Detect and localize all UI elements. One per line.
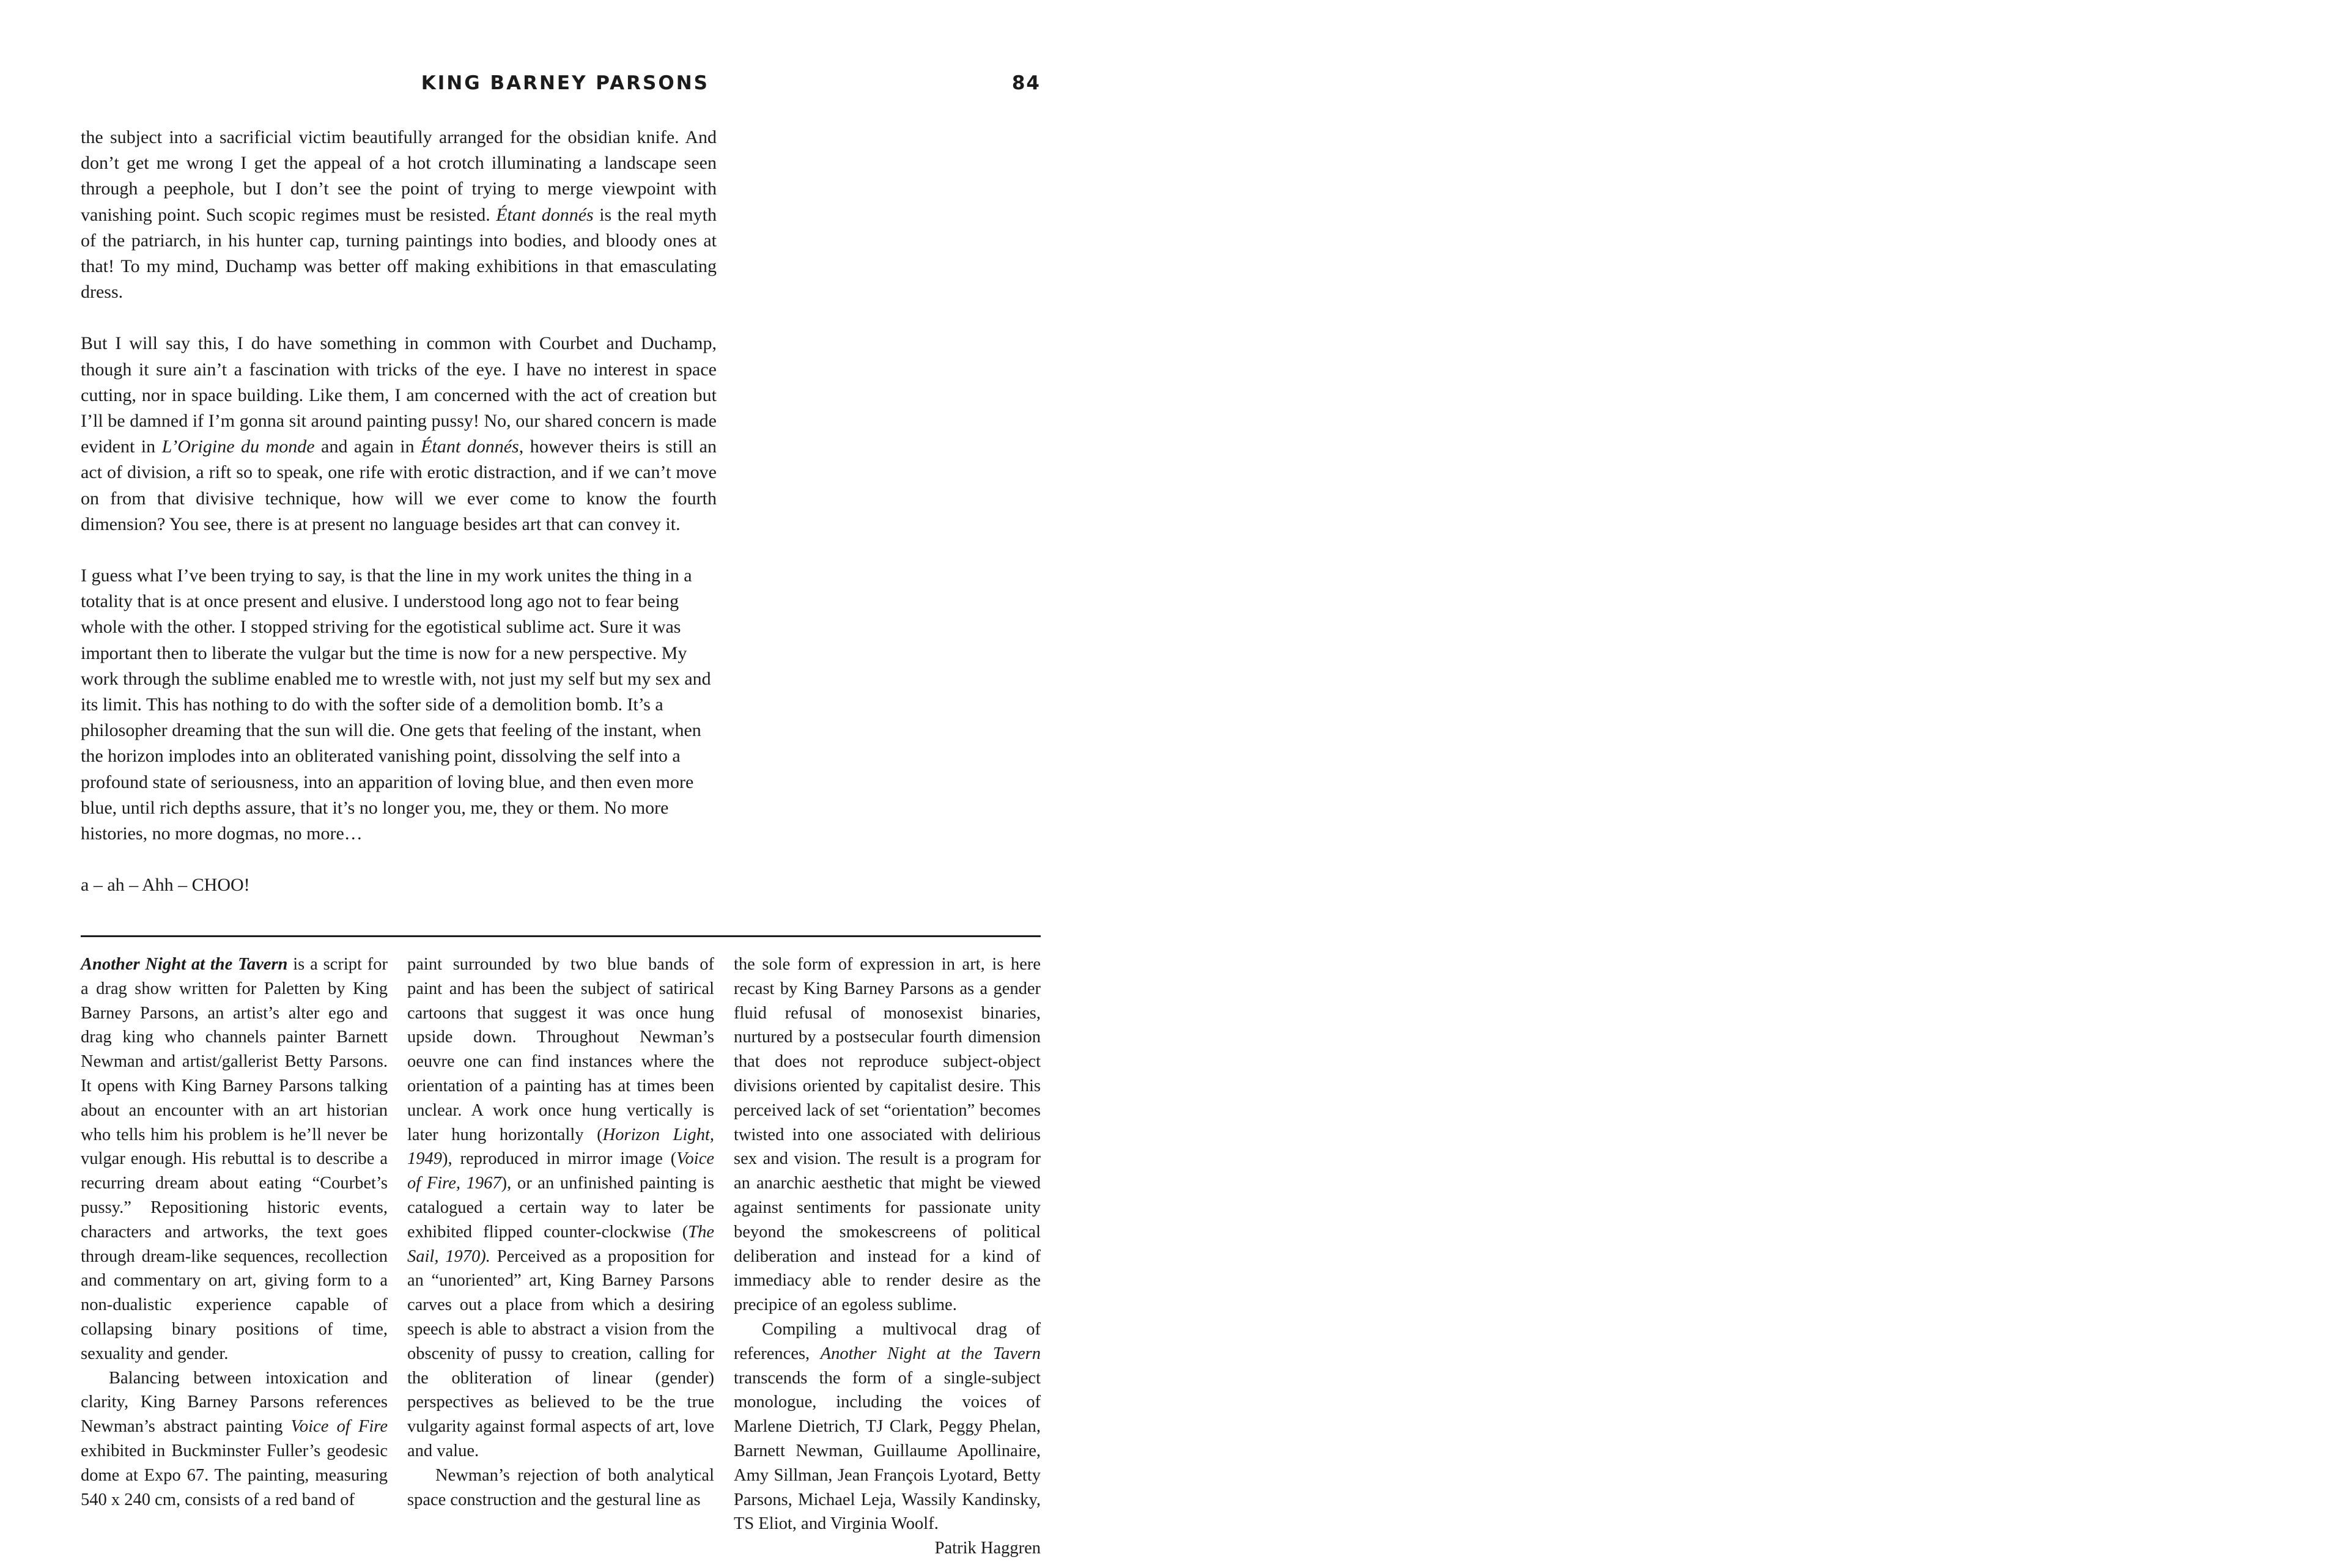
script-paragraph-4: a – ah – Ahh – CHOO! bbox=[81, 875, 250, 896]
essay-paragraph-4 bbox=[734, 1317, 1041, 1536]
artwork-title: Another Night at the Tavern bbox=[820, 1344, 1041, 1363]
text-run: paint surrounded by two blue bands of paint and has been the subject of satirical cartoons that suggest it was once hung upside down. Throughout Newman’s oeuvre one can find instances where the orientation of a painting has at times been unclear. A work once hung vertically is later hung horizontally ( bbox=[407, 955, 714, 1144]
essay-paragraph-2 bbox=[407, 952, 714, 1463]
section-divider bbox=[81, 935, 1041, 937]
text-run: transcends the form of a single-subject monologue, including the voices of Marlene Dietrich, TJ Clark, Peggy Phelan, Barnett Newman, Guillaume Apollinaire, Amy Sillman, Jean François Lyotard, Betty Parsons, Michael Leja, Wassily Kandinsky, TS Eliot, and Virginia Woolf. bbox=[734, 1368, 1041, 1534]
artwork-title: Horizon Light, 1949 bbox=[407, 1125, 714, 1169]
text-run: But I will say this, I do have something in common with Courbet and Duchamp, though it sure ain’t a fascination with tricks of the eye. I have no interest in space cutting, nor in space building. Like them, I am concerned with the act of creation but I’ll be damned if I’m gonna sit around painting pussy! No, our shared concern is made evident in bbox=[81, 333, 717, 457]
text-run: and again in bbox=[314, 436, 421, 457]
text-run: Perceived as a proposition for an “unoriented” art, King Barney Parsons carves out a place from which a desiring speech is able to abstract a vision from the obscenity of pussy to creation, calling for the obliteration of linear (gender) perspectives as believed to be the true vulgarity against formal aspects of art, love and value. bbox=[407, 1246, 714, 1460]
running-head bbox=[79, 72, 1041, 103]
text-run: is a script for a drag show written for Paletten by King Barney Parsons, an artist’s alter ego and drag king who channels painter Barnett Newman and artist/gallerist Betty Parsons. It opens with King Barney Parsons talking about an encounter with an art historian who tells him his problem is he’ll never be vulgar enough. His rebuttal is to describe a recurring dream about eating “Courbet’s pussy.” Repositioning historic events, characters and artworks, the text goes through dream-like sequences, recollection and commentary on art, giving form to a non-dualistic experience capable of collapsing binary positions of time, sexuality and gender. bbox=[81, 955, 388, 1363]
artwork-title: Voice of Fire, 1967 bbox=[407, 1149, 714, 1193]
essay-paragraph-1 bbox=[81, 952, 388, 1366]
lead-title: Another Night at the Tavern bbox=[81, 955, 288, 974]
text-run: the subject into a sacrificial victim beautifully arranged for the obsidian knife. And don’t get me wrong I get the appeal of a hot crotch illuminating a landscape seen through a peephole, but I don’t see the point of trying to merge viewpoint with vanishing point. Such scopic regimes must be resisted. bbox=[81, 127, 717, 225]
artwork-title: Étant donnés bbox=[496, 204, 594, 225]
text-run: ), or an unfinished painting is catalogued a certain way to later be exhibited flipped counter-clockwise ( bbox=[407, 1174, 714, 1242]
artwork-title: L’Origine du monde bbox=[161, 436, 315, 457]
script-text bbox=[81, 125, 717, 924]
essay-paragraph-2 bbox=[81, 1366, 388, 1512]
commentary-essay bbox=[81, 952, 1041, 1558]
artwork-title: Voice of Fire bbox=[290, 1417, 388, 1437]
page-number: 84 bbox=[1011, 72, 1041, 94]
artwork-title: The Sail, 1970). bbox=[407, 1222, 714, 1266]
script-paragraph-1 bbox=[81, 125, 717, 305]
essay-column-2 bbox=[407, 952, 714, 1521]
text-run: Compiling a multivocal drag of references, bbox=[734, 1319, 1041, 1363]
artwork-title: Étant donnés bbox=[421, 436, 519, 457]
text-run: , however theirs is still an act of division, a rift so to speak, one rife with erotic distraction, and if we can’t move on from that divisive technique, how will we ever come to know the fourth dimension? You see, there is at present no language besides art that can convey it. bbox=[81, 436, 717, 534]
essay-paragraph-3: the sole form of expression in art, is here recast by King Barney Parsons as a gender fluid refusal of monosexist binaries, nurtured by a postsecular fourth dimension that does not reproduce subject-object divisions oriented by capitalist desire. This perceived lack of set “orientation” becomes twisted into one associated with delirious sex and vision. The result is a program for an anarchic aesthetic that might be viewed against sentiments for passionate unity beyond the smokescreens of political deliberation and instead for a kind of immediacy able to render desire as the precipice of an egoless sublime. bbox=[734, 955, 1041, 1315]
essay-paragraph-3: Newman’s rejection of both analytical space construction and the gestural line as bbox=[407, 1465, 714, 1509]
text-run: is the real myth of the patriarch, in his hunter cap, turning paintings into bodies, and bloody ones at that! To my mind, Duchamp was better off making exhibitions in that emasculating dress. bbox=[81, 204, 717, 303]
text-run: Balancing between intoxication and clarity, King Barney Parsons references Newman’s abstract painting bbox=[81, 1368, 388, 1437]
text-run: exhibited in Buckminster Fuller’s geodesic dome at Expo 67. The painting, measuring 540 x 240 cm, consists of a red band of bbox=[81, 1441, 388, 1509]
essay-column-1 bbox=[81, 952, 388, 1521]
running-head-title: KING BARNEY PARSONS bbox=[421, 72, 709, 94]
script-paragraph-2 bbox=[81, 331, 717, 537]
text-run: ), reproduced in mirror image ( bbox=[442, 1149, 677, 1169]
essay-author: Patrik Haggren bbox=[934, 1539, 1041, 1558]
essay-column-3 bbox=[734, 952, 1041, 1558]
script-paragraph-3: I guess what I’ve been trying to say, is that the line in my work unites the thing in a totality that is at once present and elusive. I understood long ago not to fear being whole with the other. I stopped striving for the egotistical sublime act. Sure it was important then to liberate the vulgar but the time is now for a new perspective. My work through the sublime enabled me to wrestle with, not just my self but my sex and its limit. This has nothing to do with the softer side of a demolition bomb. It’s a philosopher dreaming that the sun will die. One gets that feeling of the instant, when the horizon implodes into an obliterated vanishing point, dissolving the self into a profound state of seriousness, into an apparition of loving blue, and then even more blue, until rich depths assure, that it’s no longer you, me, they or them. No more histories, no more dogmas, no more… bbox=[81, 565, 711, 844]
